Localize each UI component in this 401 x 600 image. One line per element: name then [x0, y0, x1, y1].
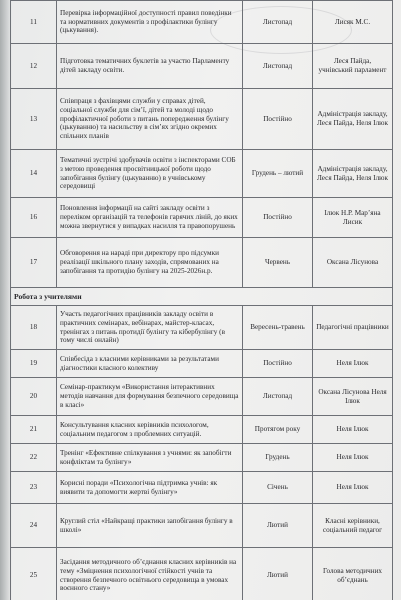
table-row [11, 444, 393, 472]
row-number: 11 [11, 1, 57, 44]
row-number: 22 [11, 444, 57, 472]
responsible-cell: Класні керівники, соціальний педагог [313, 504, 393, 548]
activity-cell: Тематичні зустрічі здобувачів освіти з інспекторами СОБ з метою проведення просвітницької роботи щодо запобігання булінгу (цькуванню) в учнівському середовищі [57, 150, 243, 198]
row-number: 17 [11, 238, 57, 288]
activity-cell: Підготовка тематичних буклетів за участю Парламенту дітей закладу освіти. [57, 44, 243, 89]
term-cell: Грудень – лютий [243, 150, 313, 198]
activity-cell: Консультування класних керівників психологом, соціальним педагогом з проблемних ситуацій. [57, 416, 243, 444]
row-number: 21 [11, 416, 57, 444]
activities-table [10, 0, 393, 600]
activity-cell: Співбесіда з класними керівниками за результатами діагностики класного колективу [57, 350, 243, 378]
activity-cell: Поновлення інформації на сайті закладу освіти з переліком організацій та телефонів гарячих ліній, до яких можна звернутися у випадках насилля та правопорушень [57, 198, 243, 238]
table-row [11, 150, 393, 198]
responsible-cell: Неля Ілюк [313, 416, 393, 444]
responsible-cell: Неля Ілюк [313, 350, 393, 378]
term-cell: Листопад [243, 378, 313, 416]
responsible-cell: Оксана Лісунова [313, 238, 393, 288]
row-number: 16 [11, 198, 57, 238]
table-row [11, 504, 393, 548]
row-number: 20 [11, 378, 57, 416]
term-cell: Протягом року [243, 416, 313, 444]
table-row [11, 306, 393, 350]
row-number: 13 [11, 89, 57, 150]
responsible-cell: Адміністрація закладу, Леся Пайда, Неля Ілюк [313, 150, 393, 198]
term-cell: Січень [243, 472, 313, 504]
responsible-cell: Ілюк Н.Р. Мар’яна Лисик [313, 198, 393, 238]
term-cell: Постійно [243, 350, 313, 378]
table-row [11, 416, 393, 444]
responsible-cell: Леся Пайда, учнівський парламент [313, 44, 393, 89]
term-cell: Вересень-травень [243, 306, 313, 350]
table-row [11, 472, 393, 504]
row-number: 24 [11, 504, 57, 548]
term-cell: Постійно [243, 89, 313, 150]
section-title: Робота з учителями [11, 288, 393, 306]
term-cell: Грудень [243, 444, 313, 472]
term-cell: Червень [243, 238, 313, 288]
term-cell: Лютий [243, 548, 313, 600]
activity-cell: Корисні поради «Психологічна підтримка учнів: як виявити та допомогти жертві булінгу» [57, 472, 243, 504]
table-row [11, 1, 393, 44]
activity-cell: Обговорення на нараді при директору про підсумки реалізації шкільного плану заходів, спрямованих на запобігання та протидію булінгу на 2025-2026н.р. [57, 238, 243, 288]
responsible-cell: Лисяк М.С. [313, 1, 393, 44]
table-row [11, 198, 393, 238]
table-row [11, 89, 393, 150]
row-number: 23 [11, 472, 57, 504]
term-cell: Листопад [243, 44, 313, 89]
row-number: 18 [11, 306, 57, 350]
responsible-cell: Педагогічні працівники [313, 306, 393, 350]
activity-cell: Семінар-практикум «Використання інтерактивних методів навчання для формування безпечного середовища в класі» [57, 378, 243, 416]
table-row [11, 378, 393, 416]
row-number: 19 [11, 350, 57, 378]
responsible-cell: Адміністрація закладу, Леся Пайда, Неля Ілюк [313, 89, 393, 150]
table-row [11, 350, 393, 378]
activity-cell: Співпраця з фахівцями служби у справах дітей, соціальної служби для сім’ї, дітей та молоді щодо профілактичної роботи з питань попередження булінгу (цькуванню) та насильству в сім’ях згідно окремих спільних планів [57, 89, 243, 150]
responsible-cell: Неля Ілюк [313, 444, 393, 472]
row-number: 25 [11, 548, 57, 600]
row-number: 14 [11, 150, 57, 198]
row-number: 12 [11, 44, 57, 89]
section-row [11, 288, 393, 306]
activity-cell: Тренінг «Ефективне спілкування з учнями: як запобігти конфліктам та булінгу» [57, 444, 243, 472]
responsible-cell: Голова методичних об’єднань [313, 548, 393, 600]
responsible-cell: Неля Ілюк [313, 472, 393, 504]
activity-cell: Участь педагогічних працівників закладу освіти в практичних семінарах, вебінарах, майстер-класах, тренінгах з питань протидії булінгу та кібербулінгу (в тому числі онлайн) [57, 306, 243, 350]
table-row [11, 44, 393, 89]
activity-cell: Круглий стіл «Найкращі практики запобігання булінгу в школі» [57, 504, 243, 548]
term-cell: Листопад [243, 1, 313, 44]
activity-cell: Перевірка інформаційної доступності правил поведінки та нормативних документів з профілактики булінгу (цькування). [57, 1, 243, 44]
term-cell: Постійно [243, 198, 313, 238]
responsible-cell: Оксана Лісунова Неля Ілюк [313, 378, 393, 416]
activity-cell: Засідання методичного об’єднання класних керівників на тему «Зміцнення психологічної стійкості учнів та створення безпечного освітнього середовища в умовах воєнного стану» [57, 548, 243, 600]
table-row [11, 548, 393, 600]
term-cell: Лютий [243, 504, 313, 548]
table-row [11, 238, 393, 288]
